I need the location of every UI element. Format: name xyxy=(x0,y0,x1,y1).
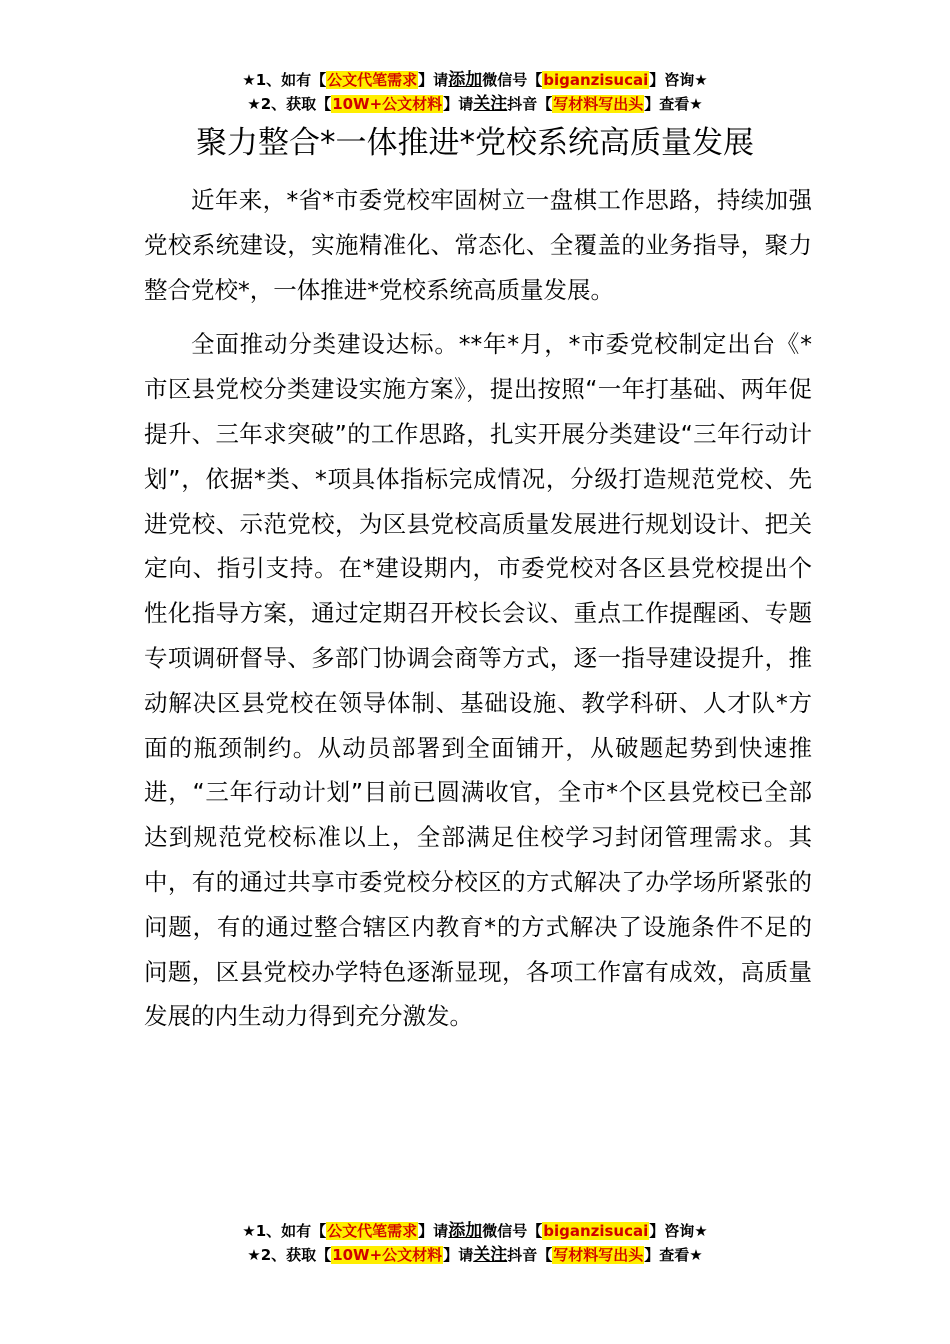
footer-ad-line-2-emphasis: 关注 xyxy=(473,1245,508,1265)
paragraph-classification-construction: 全面推动分类建设达标。**年*月，*市委党校制定出台《*市区县党校分类建设实施方案》，提出按照“一年打基础、两年促提升、三年求突破”的工作思路，扎实开展分类建设“三年行动计划”，依据*类、*项具体指标完成情况，分级打造规范党校、先进党校、示范党校，为区县党校高质量发展进行规划设计、把关定向、指引支持。在*建设期内，市委党校对各区县党校提出个性化指导方案，通过定期召开校长会议、重点工作提醒函、专题专项调研督导、多部门协调会商等方式，逐一指导建设提升，推动解决区县党校在领导体制、基础设施、教学科研、人才队*方面的瓶颈制约。从动员部署到全面铺开，从破题起势到快速推进，“三年行动计划”目前已圆满收官，全市*个区县党校已全部达到规范党校标准以上，全部满足住校学习封闭管理需求。其中，有的通过共享市委党校分校区的方式解决了办学场所紧张的问题，有的通过整合辖区内教育*的方式解决了设施条件不足的问题，区县党校办学特色逐渐显现，各项工作富有成效，高质量发展的内生动力得到充分激发。 xyxy=(144,330,812,1031)
header-ad-line-2 xyxy=(0,94,950,114)
header-ad-line-2-suffix: 】查看★ xyxy=(644,95,703,113)
footer-ad-line-2-suffix: 】查看★ xyxy=(644,1246,703,1264)
header-ad-line-1-suffix: 】咨询★ xyxy=(649,71,708,89)
document-body xyxy=(144,178,812,1049)
footer-ad-line-2-highlight-materials: 10W+公文材料 xyxy=(332,1246,443,1264)
header-ad-line-2-text: 】请 xyxy=(443,95,474,113)
footer-ad-line-2-text-2: 抖音【 xyxy=(507,1246,553,1264)
header-ad-line-2-emphasis: 关注 xyxy=(473,94,508,114)
header-ad-line-1-prefix: ★1、如有【 xyxy=(242,71,327,89)
footer-ad-line-1-text: 】请 xyxy=(418,1222,449,1240)
header-ad-line-2-prefix: ★2、获取【 xyxy=(247,95,332,113)
footer-ad-line-1-highlight-wechat: biganzisucai xyxy=(543,1222,649,1240)
header-ad-line-1-highlight-wechat: biganzisucai xyxy=(543,71,649,89)
footer-ad-line-1-suffix: 】咨询★ xyxy=(649,1222,708,1240)
header-ad-line-2-text-2: 抖音【 xyxy=(507,95,553,113)
header-ad-line-1-highlight-service: 公文代笔需求 xyxy=(327,71,418,89)
header-ad-line-1-text-2: 微信号【 xyxy=(482,71,543,89)
footer-ad-line-1-highlight-service: 公文代笔需求 xyxy=(327,1222,418,1240)
footer-ad-line-2-prefix: ★2、获取【 xyxy=(247,1246,332,1264)
footer-ad-line-1-emphasis: 添加 xyxy=(448,1221,483,1241)
footer-ad-line-2-text: 】请 xyxy=(443,1246,474,1264)
document-title: 聚力整合*一体推进*党校系统高质量发展 xyxy=(196,125,754,161)
header-ad-line-1-text: 】请 xyxy=(418,71,449,89)
footer-ad-line-1-text-2: 微信号【 xyxy=(482,1222,543,1240)
header-ad-line-1-emphasis: 添加 xyxy=(448,70,483,90)
header-ad-line-2-highlight-douyin: 写材料写出头 xyxy=(553,95,644,113)
header-ad-line-2-highlight-materials: 10W+公文材料 xyxy=(332,95,443,113)
footer-ad-line-2-highlight-douyin: 写材料写出头 xyxy=(553,1246,644,1264)
footer-ad-line-2 xyxy=(0,1245,950,1265)
header-ad-line-1 xyxy=(0,70,950,90)
footer-ad-line-1 xyxy=(0,1221,950,1241)
paragraph-intro: 近年来，*省*市委党校牢固树立一盘棋工作思路，持续加强党校系统建设，实施精准化、常态化、全覆盖的业务指导，聚力整合党校*，一体推进*党校系统高质量发展。 xyxy=(144,186,812,304)
footer-ad-line-1-prefix: ★1、如有【 xyxy=(242,1222,327,1240)
